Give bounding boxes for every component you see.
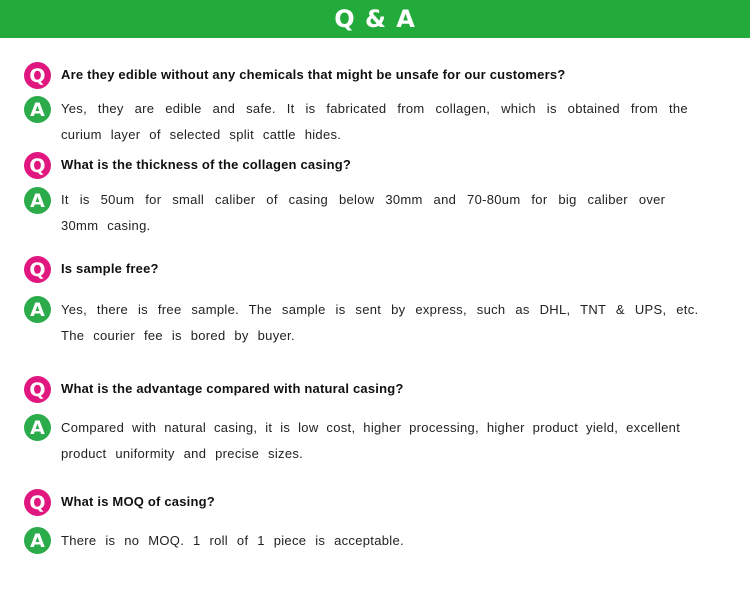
question-text: Is sample free? xyxy=(61,261,159,276)
answer-text-line: 30mm casing. xyxy=(61,218,151,233)
answer-text-line: There is no MOQ. 1 roll of 1 piece is acceptable. xyxy=(61,533,404,548)
answer-text-line: The courier fee is bored by buyer. xyxy=(61,328,295,343)
question-badge-icon: Q xyxy=(24,62,51,89)
question-text: What is the advantage compared with natural casing? xyxy=(61,381,404,396)
answer-text-line: It is 50um for small caliber of casing below 30mm and 70-80um for big caliber over xyxy=(61,192,666,207)
answer-text-line: Yes, there is free sample. The sample is sent by express, such as DHL, TNT & UPS, etc. xyxy=(61,302,699,317)
header-banner xyxy=(0,0,750,38)
question-text: Are they edible without any chemicals that might be unsafe for our customers? xyxy=(61,67,566,82)
answer-badge-icon: A xyxy=(24,296,51,323)
page-title: Q & A xyxy=(334,5,416,33)
answer-text-line: curium layer of selected split cattle hides. xyxy=(61,127,342,142)
answer-text-line: Yes, they are edible and safe. It is fabricated from collagen, which is obtained from the xyxy=(61,101,688,116)
question-badge-icon: Q xyxy=(24,152,51,179)
answer-badge-icon: A xyxy=(24,527,51,554)
answer-badge-icon: A xyxy=(24,96,51,123)
question-text: What is MOQ of casing? xyxy=(61,494,215,509)
question-text: What is the thickness of the collagen casing? xyxy=(61,157,351,172)
question-badge-icon: Q xyxy=(24,256,51,283)
answer-badge-icon: A xyxy=(24,187,51,214)
answer-text-line: product uniformity and precise sizes. xyxy=(61,446,304,461)
question-badge-icon: Q xyxy=(24,489,51,516)
answer-text-line: Compared with natural casing, it is low cost, higher processing, higher product yield, excellent xyxy=(61,420,681,435)
answer-badge-icon: A xyxy=(24,414,51,441)
question-badge-icon: Q xyxy=(24,376,51,403)
